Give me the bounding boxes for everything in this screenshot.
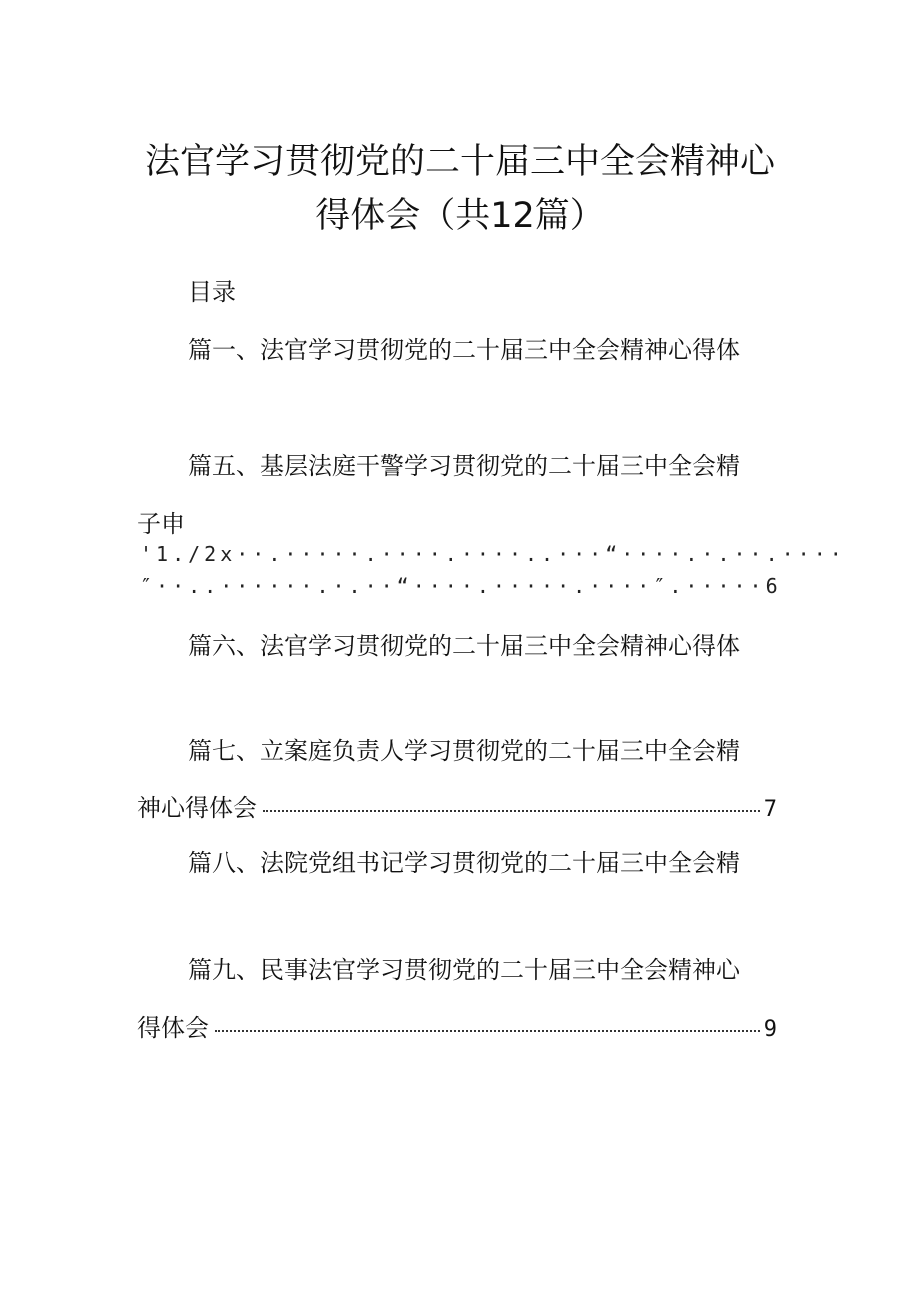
toc-heading: 目录 [188, 278, 236, 306]
toc-entry-5[interactable]: 篇八、法院党组书记学习贯彻党的二十届三中全会精 [188, 849, 740, 877]
toc-entry-1[interactable]: 篇一、法官学习贯彻党的二十届三中全会精神心得体 [188, 336, 740, 364]
toc-entry-2-garbled-line-1: '1./2x··.·····.····.····..···“····.·.··.···· [140, 542, 846, 566]
toc-entry-6[interactable]: 篇九、民事法官学习贯彻党的二十届三中全会精神心 [188, 956, 740, 984]
toc-dot-leader [215, 1030, 760, 1032]
toc-entry-6-continuation: 得体会 [137, 1014, 209, 1042]
toc-entry-3[interactable]: 篇六、法官学习贯彻党的二十届三中全会精神心得体 [188, 632, 740, 660]
toc-entry-6-row[interactable] [137, 1008, 777, 1043]
toc-entry-6-page-number: 9 [763, 1017, 777, 1042]
document-title-line-2: 得体会（共12篇） [315, 196, 605, 236]
toc-entry-2[interactable]: 篇五、基层法庭干警学习贯彻党的二十届三中全会精 [188, 452, 740, 480]
toc-entry-4[interactable]: 篇七、立案庭负责人学习贯彻党的二十届三中全会精 [188, 737, 740, 765]
toc-entry-2-continuation: 子申 [137, 510, 185, 538]
toc-entry-2-garbled-line-2: ″··..······.·.··“····.·····.····″.·····6 [140, 574, 782, 598]
toc-entry-4-continuation: 神心得体会 [137, 794, 257, 822]
toc-dot-leader [263, 810, 760, 812]
toc-entry-4-row[interactable] [137, 788, 777, 823]
toc-entry-4-page-number: 7 [763, 797, 777, 822]
document-title-line-1: 法官学习贯彻党的二十届三中全会精神心 [144, 142, 775, 182]
